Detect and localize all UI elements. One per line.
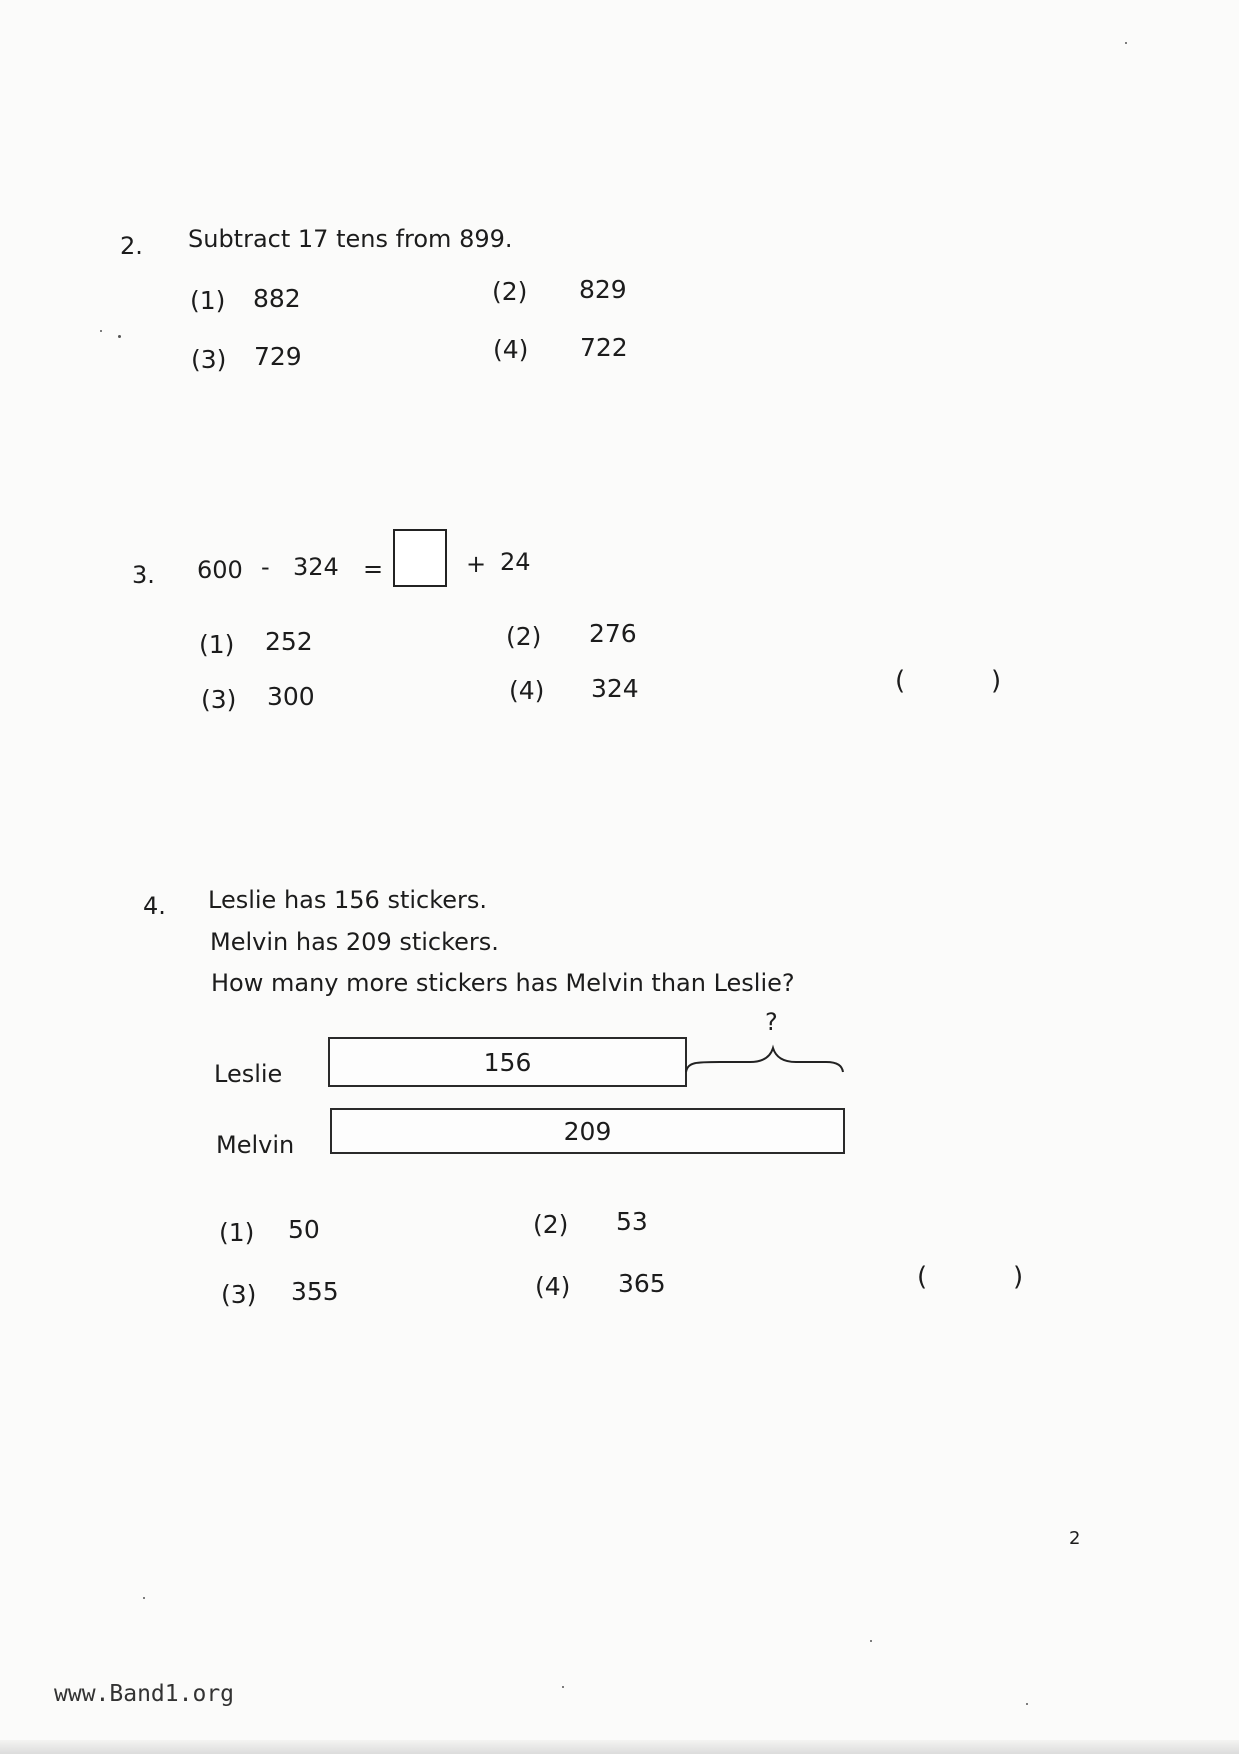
scan-edge: [0, 1740, 1239, 1754]
option-label: (2): [533, 1210, 569, 1239]
unknown-marker: ?: [765, 1008, 778, 1036]
brace-icon: [680, 1040, 850, 1080]
question-number: 4.: [143, 892, 166, 920]
bar-label-leslie: Leslie: [214, 1060, 283, 1088]
option-value: 729: [254, 342, 302, 371]
option-value: 252: [265, 627, 313, 656]
option-value: 324: [591, 674, 639, 703]
option-label: (3): [191, 345, 227, 374]
answer-box[interactable]: [393, 529, 447, 587]
question-line: Leslie has 156 stickers.: [208, 886, 488, 914]
option-value: 882: [253, 284, 301, 313]
answer-bracket-open: (: [917, 1262, 928, 1292]
bar-value: 209: [563, 1116, 612, 1146]
option-value: 276: [589, 619, 637, 648]
option-label: (4): [535, 1272, 571, 1301]
scan-speck: [1125, 42, 1127, 44]
bar-leslie: [328, 1037, 687, 1087]
option-label: (4): [509, 676, 545, 705]
answer-bracket-close: ): [1013, 1262, 1024, 1292]
option-label: (2): [506, 622, 542, 651]
bar-melvin: [330, 1108, 845, 1154]
option-label: (1): [190, 286, 226, 315]
option-label: (1): [219, 1218, 255, 1247]
equation-left: 600: [197, 556, 243, 584]
question-line: Melvin has 209 stickers.: [210, 928, 499, 956]
scan-speck: [870, 1640, 872, 1642]
question-number: 2.: [120, 232, 143, 260]
question-line: How many more stickers has Melvin than Leslie?: [211, 969, 795, 997]
option-value: 365: [618, 1269, 666, 1298]
answer-bracket-open: (: [895, 666, 906, 696]
footer-url[interactable]: www.Band1.org: [54, 1681, 235, 1707]
option-value: 300: [267, 682, 315, 711]
answer-bracket-close: ): [991, 666, 1002, 696]
option-label: (4): [493, 335, 529, 364]
page-number: 2: [1069, 1528, 1081, 1549]
option-value: 829: [579, 275, 627, 304]
option-value: 355: [291, 1277, 339, 1306]
option-label: (3): [221, 1280, 257, 1309]
bar-value: 156: [483, 1047, 532, 1077]
scan-speck: [1026, 1703, 1028, 1705]
scan-speck: [143, 1597, 145, 1599]
scan-speck: [100, 330, 102, 332]
equation-addend: 24: [500, 548, 531, 576]
equation-equals: =: [363, 555, 384, 583]
question-text: Subtract 17 tens from 899.: [188, 225, 513, 253]
equation-right: 324: [293, 553, 339, 581]
option-value: 53: [616, 1207, 648, 1236]
option-label: (1): [199, 630, 235, 659]
scan-speck: [118, 335, 121, 338]
option-value: 50: [288, 1215, 320, 1244]
question-number: 3.: [132, 561, 155, 589]
option-value: 722: [580, 333, 628, 362]
scan-speck: [562, 1686, 564, 1688]
equation-plus: +: [466, 550, 487, 578]
option-label: (2): [492, 277, 528, 306]
bar-label-melvin: Melvin: [216, 1131, 295, 1159]
equation-minus: -: [261, 553, 270, 581]
option-label: (3): [201, 685, 237, 714]
